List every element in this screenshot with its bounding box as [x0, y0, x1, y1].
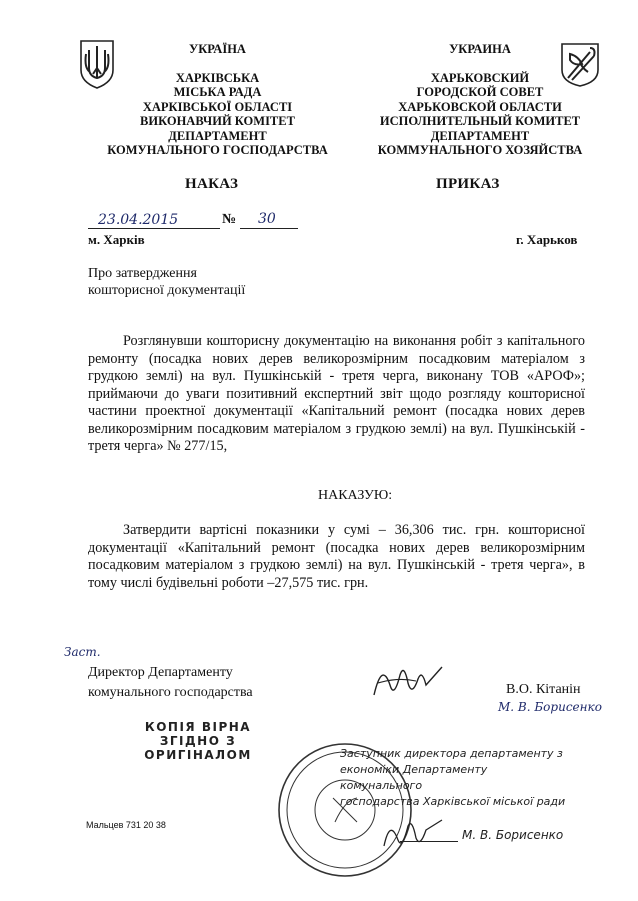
handwritten-note: Заст.	[64, 645, 101, 659]
copy-stamp-line: ОРИГІНАЛОМ	[144, 748, 252, 762]
order-paragraph: Затвердити вартісні показники у сумі – 36,306 тис. грн. кошторисної документації «Капітальний ремонт (посадка нових дерев великорозмірним посадковим матеріалом з грудкою землі) на вул. Пушкінській - третя черга», в тому числі будівельні роботи –27,575 тис. грн.	[88, 522, 585, 591]
order-date: 23.04.2015	[98, 212, 179, 228]
subject-line: кошторисної документації	[88, 283, 246, 298]
deputy-stamp	[340, 746, 572, 810]
header-right-line: ХАРЬКОВСКОЙ ОБЛАСТИ	[398, 99, 562, 114]
deputy-signature	[380, 812, 450, 852]
handwritten-name: М. В. Борисенко	[498, 700, 602, 714]
city-right: г. Харьков	[516, 232, 578, 247]
header-right-line: ГОРОДСКОЙ СОВЕТ	[416, 85, 544, 99]
director-signature	[368, 655, 448, 703]
footer-print-info: Мальцев 731 20 38	[86, 820, 166, 830]
signatory-name: В.О. Кітанін	[506, 682, 581, 697]
order-word: НАКАЗУЮ:	[318, 488, 393, 503]
header-left-line: КОМУНАЛЬНОГО ГОСПОДАРСТВА	[107, 143, 328, 157]
position-line: Директор Департаменту	[88, 665, 233, 680]
header-right-line: ДЕПАРТАМЕНТ	[430, 128, 530, 143]
body-paragraph: Розглянувши кошторисну документацію на виконання робіт з капітального ремонту (посадка нових дерев великорозмірним посадковим матеріалом з грудкою землі) на вул. Пушкінській - третя черга, виконану ТОВ «АРОФ»; приймаючи до уваги позитивний експертний звіт щодо розгляду кошторисної частини проектної документації «Капітальний ремонт (посадка нових дерев великорозмірним посадковим матеріалом з грудкою землі) на вул. Пушкінській - третя черга» № 277/15,	[88, 333, 585, 454]
copy-stamp-line: КОПІЯ ВІРНА	[144, 720, 252, 734]
header-right-line: ХАРЬКОВСКИЙ	[430, 70, 530, 85]
copy-stamp-line: ЗГІДНО З	[159, 734, 237, 748]
city-left: м. Харків	[88, 232, 145, 247]
header-right-line: КОММУНАЛЬНОГО ХОЗЯЙСТВА	[377, 143, 583, 157]
deputy-stamp-line: господарства Харківської міської ради	[340, 795, 566, 808]
number-label: №	[222, 212, 237, 227]
header-left-line: ХАРКІВСЬКА	[175, 70, 260, 85]
signatory-position	[88, 663, 253, 703]
position-line: комунального господарства	[88, 685, 253, 700]
order-title-left: НАКАЗ	[185, 176, 239, 192]
deputy-sign-line	[400, 841, 458, 842]
copy-stamp	[138, 720, 258, 762]
number-underline	[240, 228, 298, 229]
header-left-line: ВИКОНАВЧИЙ КОМІТЕТ	[140, 114, 295, 128]
header-left-line: МІСЬКА РАДА	[173, 85, 262, 99]
subject-line: Про затвердження	[88, 266, 197, 281]
header-right-line: ИСПОЛНИТЕЛЬНЫЙ КОМИТЕТ	[379, 114, 581, 128]
deputy-stamp-line: Заступник директора департаменту з	[340, 747, 563, 760]
date-underline	[88, 228, 220, 229]
header-right-line: УКРАИНА	[449, 42, 511, 56]
order-number: 30	[258, 211, 276, 227]
subject	[88, 265, 245, 299]
header-right-block	[355, 42, 605, 158]
header-left-line: УКРАЇНА	[189, 42, 246, 56]
header-left-block	[90, 42, 345, 158]
deputy-name: М. В. Борисенко	[462, 828, 564, 842]
deputy-stamp-line: економіки Департаменту комунального	[340, 763, 488, 792]
header-left-line: ХАРКІВСЬКОЇ ОБЛАСТІ	[142, 99, 293, 114]
header-left-line: ДЕПАРТАМЕНТ	[168, 128, 267, 143]
order-title-right: ПРИКАЗ	[436, 176, 500, 192]
